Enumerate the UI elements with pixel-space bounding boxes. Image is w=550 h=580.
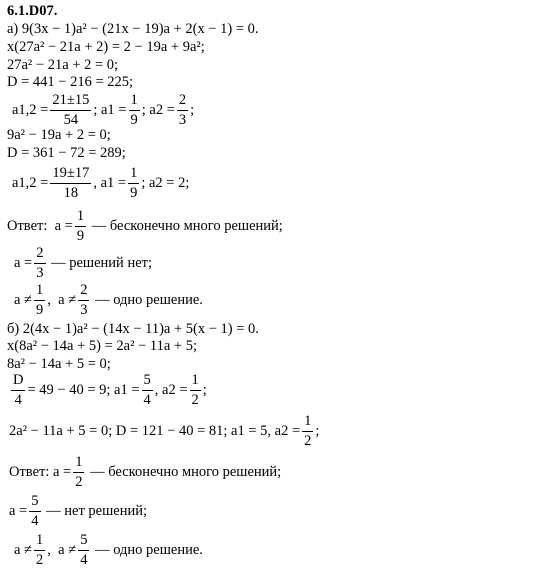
a-answer-3: a ≠ $\frac{1}{9}$ , a ≠ $\frac{2}{3}$ — одно решение. [14, 282, 203, 318]
a-equation-3: 27a² − 21a + 2 = 0; [7, 57, 119, 73]
b-answer-3: a ≠ $\frac{1}{2}$ , a ≠ $\frac{5}{4}$ — одно решение. [14, 532, 203, 568]
fraction: $\frac{2}{3}$ [36, 245, 44, 281]
fraction: $\frac{1}{9}$ [36, 282, 44, 318]
a-discriminant-2: D = 361 − 72 = 289; [7, 145, 126, 161]
a-answer-2: a = $\frac{2}{3}$ — решений нет; [14, 245, 153, 281]
fraction: $\frac{1}{9}$ [130, 165, 138, 201]
fraction: $\frac{5}{4}$ [31, 493, 39, 529]
fraction: $\frac{21\pm 15}{54}$ [52, 92, 90, 128]
problem-title: 6.1.D07. [7, 3, 58, 19]
fraction: $\frac{1}{2}$ [75, 454, 83, 490]
fraction: $\frac{2}{3}$ [80, 282, 88, 318]
fraction: $\frac{5}{4}$ [80, 532, 88, 568]
a-equation-2: x(27a² − 21a + 2) = 2 − 19a + 9a²; [7, 39, 205, 55]
fraction: $\frac{2}{3}$ [178, 92, 187, 128]
fraction: $\frac{19\pm 17}{18}$ [52, 165, 90, 201]
b-answer-1: Ответ: a = $\frac{1}{2}$ — бесконечно много решений; [9, 454, 282, 490]
b-equation-4: 2a² − 11a + 5 = 0; D = 121 − 40 = 81; a1 = 5, a2 = $\frac{1}{2}$ ; [9, 413, 320, 449]
a-discriminant-1: D = 441 − 216 = 225; [7, 74, 134, 90]
a-equation-1: а) 9(3x − 1)a² − (21x − 19)a + 2(x − 1) = 0. [7, 21, 259, 37]
b-answer-2: a = $\frac{5}{4}$ — нет решений; [9, 493, 148, 529]
fraction: $\frac{5}{4}$ [143, 372, 151, 408]
a-roots-2: a1,2 = $\frac{19\pm 17}{18}$ , a1 = $\frac{1}{9}$ ; a2 = 2; [12, 165, 190, 201]
fraction: $\frac{D}{4}$ [13, 372, 24, 408]
fraction: $\frac{1}{9}$ [130, 92, 138, 128]
b-equation-2: x(8a² − 14a + 5) = 2a² − 11a + 5; [7, 338, 197, 354]
b-discriminant-line: $\frac{D}{4}$ = 49 − 40 = 9; a1 = $\frac{5}{4}$ , a2 = $\frac{1}{2}$ ; [13, 372, 207, 408]
b-equation-3: 8a² − 14a + 5 = 0; [7, 356, 111, 372]
a-roots-1: a1,2 = $\frac{21\pm 15}{54}$ ; a1 = $\frac{1}{9}$ ; a2 = $\frac{2}{3}$ ; [12, 92, 195, 128]
b-equation-1: б) 2(4x − 1)a² − (14x − 11)a + 5(x − 1) = 0. [7, 321, 259, 337]
fraction: $\frac{1}{2}$ [191, 372, 199, 408]
fraction: $\frac{1}{2}$ [36, 532, 44, 568]
fraction: $\frac{1}{2}$ [304, 413, 312, 449]
a-answer-1: Ответ: a = $\frac{1}{9}$ — бесконечно много решений; [7, 208, 283, 244]
a-equation-4: 9a² − 19a + 2 = 0; [7, 127, 111, 143]
fraction: $\frac{1}{9}$ [76, 208, 85, 244]
